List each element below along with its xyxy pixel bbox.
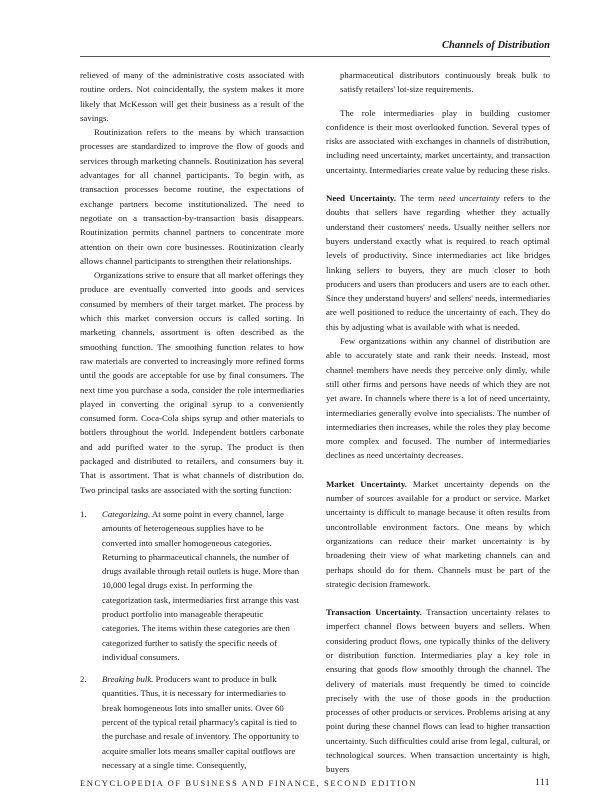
paragraph: Routinization refers to the means by which transaction processes are standardized to improve the flow of goods and services through marketing channels. Routinization has several advantages for all channel participants. To begin with, as transaction processes become routine, the expectations of exchange partners become institutionalized. The need to negotiate on a transaction-by-transaction basis disappears. Routinization permits channel partners to concentrate more attention on their own core businesses. Routinization clearly allows channel participants to strengthen their relationships. (80, 127, 304, 266)
subheading: Need Uncertainty. (326, 193, 397, 204)
list-number: 2. (80, 674, 87, 685)
list-text: Producers want to produce in bulk quantities. Thus, it is necessary for intermediaries to break homogeneous lots into smaller units. Over 60 percent of the typical retail pharmacy's capital is tied to the purchase and resale of inventory. The opportunity to acquire smaller lots means smaller capital outflows are necessary at a single time. Consequently, (102, 674, 299, 770)
footer-title: ENCYCLOPEDIA OF BUSINESS AND FINANCE, SECOND EDITION (80, 778, 418, 788)
transaction-uncertainty-paragraph (326, 605, 550, 777)
paragraph: The role intermediaries play in building customer confidence is their most overlooked function. Several types of risks are associated with exchanges in channels of distribution, including need uncertainty, market uncertainty, and transaction uncertainty. Intermediaries create value by reducing these risks. (326, 107, 550, 175)
running-header: Channels of Distribution (442, 40, 550, 51)
paragraph: relieved of many of the administrative costs associated with routine orders. Not coincidentally, the system makes it more likely that McKesson will get their business as a result of the savings. (80, 70, 304, 123)
market-uncertainty-paragraph (326, 477, 550, 591)
sorting-task-list (80, 507, 304, 772)
paragraph: Organizations strive to ensure that all market offerings they produce are eventually converted into goods and services consumed by members of their target market. The process by which this market conversion occurs is called sorting. In marketing channels, assortment is often described as the smoothing function. The smoothing function relates to how raw materials are converted to increasingly more refined forms until the goods are acceptable for use by final consumers. The next time you purchase a soda, consider the role intermediaries played in converting the original syrup to a conveniently consumed form. Coca-Cola ships syrup and other materials to bottlers throughout the world. Independent bottlers carbonate and add purified water to the syrup. The product is then packaged and distributed to retailers, and consumers buy it. That is assortment. That is what channels of distribution do. Two principal tasks are associated with the sorting function: (80, 270, 304, 495)
list-number: 1. (80, 508, 87, 519)
text-run: Market uncertainty depends on the number of sources available for a product or service. Market uncertainty is difficult to manage because it often results from uncontrollable environment factors. One means by which organizations can reduce their market uncertainty is by broadening their view of what marketing channels can and perhaps should do for them. Channels must be part of the strategic decision framework. (326, 478, 551, 589)
list-term: Breaking bulk. (102, 674, 154, 685)
list-term: Categorizing. (102, 508, 151, 519)
text-run: The term (396, 193, 439, 204)
list-continuation: pharmaceutical distributors continuously break bulk to satisfy retailers' lot-size requirements. (340, 70, 550, 95)
list-item (80, 672, 304, 772)
header-rule (80, 56, 550, 57)
left-column (80, 68, 304, 780)
need-uncertainty-paragraph (326, 191, 550, 334)
right-column (326, 68, 550, 777)
text-run: Transaction uncertainty relates to imperfect channel flows between buyers and sellers. When considering product flows, one typically thinks of the delivery or distribution function. Intermediaries play a key role in ensuring that goods flow smoothly through the channel. The delivery of materials must frequently be timed to coincide precisely with the use of those goods in the production processes of other products or services. Problems arising at any point during these channel flows can lead to higher transaction uncertainty. Such difficulties could arise from legal, cultural, or technological sources. When transaction uncertainty is high, buyers (326, 607, 550, 775)
page-number: 111 (534, 778, 550, 788)
list-item (80, 507, 304, 664)
subheading: Transaction Uncertainty. (326, 607, 422, 618)
text-run: refers to the doubts that sellers have regarding whether they actually understand their customers' needs. Usually neither sellers nor buyers understand exactly what is required to reach optimal levels of productivity. Since intermediaries act like bridges linking sellers to buyers, they are much closer to both producers and users than producers and users are to each other. Since they understand buyers' and sellers' needs, intermediaries are well positioned to reduce the uncertainty of each. They do this by adjusting what is available with what is needed. (326, 193, 550, 332)
subheading: Market Uncertainty. (326, 478, 407, 489)
list-text: At some point in every channel, large amounts of heterogeneous supplies have to be converted into smaller homogeneous categories. Returning to pharmaceutical channels, the number of drugs available through retail outlets is huge. More than 10,000 legal drugs exist. In performing the categorization task, intermediaries first arrange this vast product portfolio into manageable therapeutic categories. The items within these categories are then categorized further to satisfy the specific needs of individual consumers. (102, 508, 300, 662)
paragraph: Few organizations within any channel of distribution are able to accurately state and rank their needs. Instead, most channel members have needs they perceive only dimly, while still other firms and persons have needs of which they are not yet aware. In channels where there is a lot of need uncertainty, intermediaries generally evolve into specialists. The number of intermediaries then increases, while the roles they play become more complex and focused. The number of intermediaries declines as need uncertainty decreases. (326, 336, 550, 461)
term: need uncertainty (438, 193, 500, 204)
